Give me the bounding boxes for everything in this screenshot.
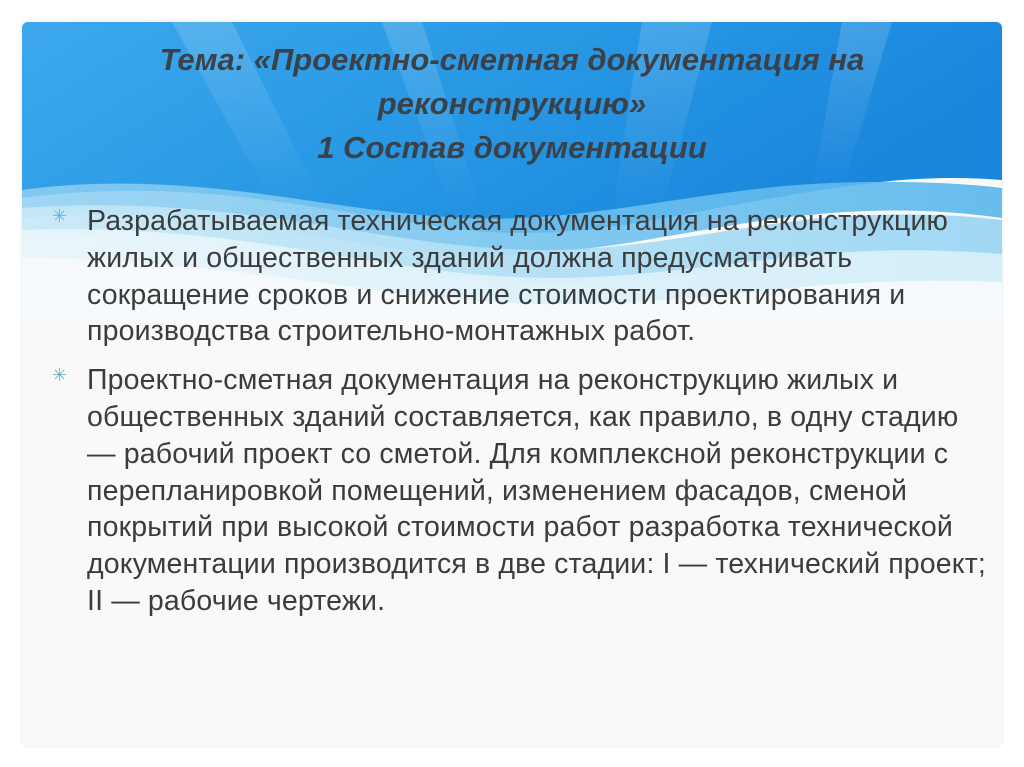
title-line-2: реконструкцию» [377,86,647,121]
bullet-item [50,203,990,350]
title-line-3: 1 Состав документации [317,130,707,165]
slide [22,22,1002,746]
bullet-text: Разрабатываемая техническая документация на реконструкцию жилых и общественных зданий должна предусматривать сокращение сроков и снижение стоимости проектирования и производства строительно-монтажных работ. [87,205,949,348]
bullet-text: Проектно-сметная документация на реконструкцию жилых и общественных зданий составляется, как правило, в одну стадию — рабочий проект со сметой. Для комплексной реконструкции с перепланировкой помещений, изменением фасадов, сменой покрытий при высокой стоимости работ разработка технической документации производится в две стадии: I — технический проект; II — рабочие чертежи. [87,364,987,617]
asterisk-icon: ✳ [52,206,68,227]
bullet-list [50,203,990,632]
title-line-1: Тема: «Проектно-сметная документация на [159,42,865,77]
asterisk-icon: ✳ [52,365,68,387]
bullet-item [50,362,990,620]
slide-title [22,38,1002,170]
